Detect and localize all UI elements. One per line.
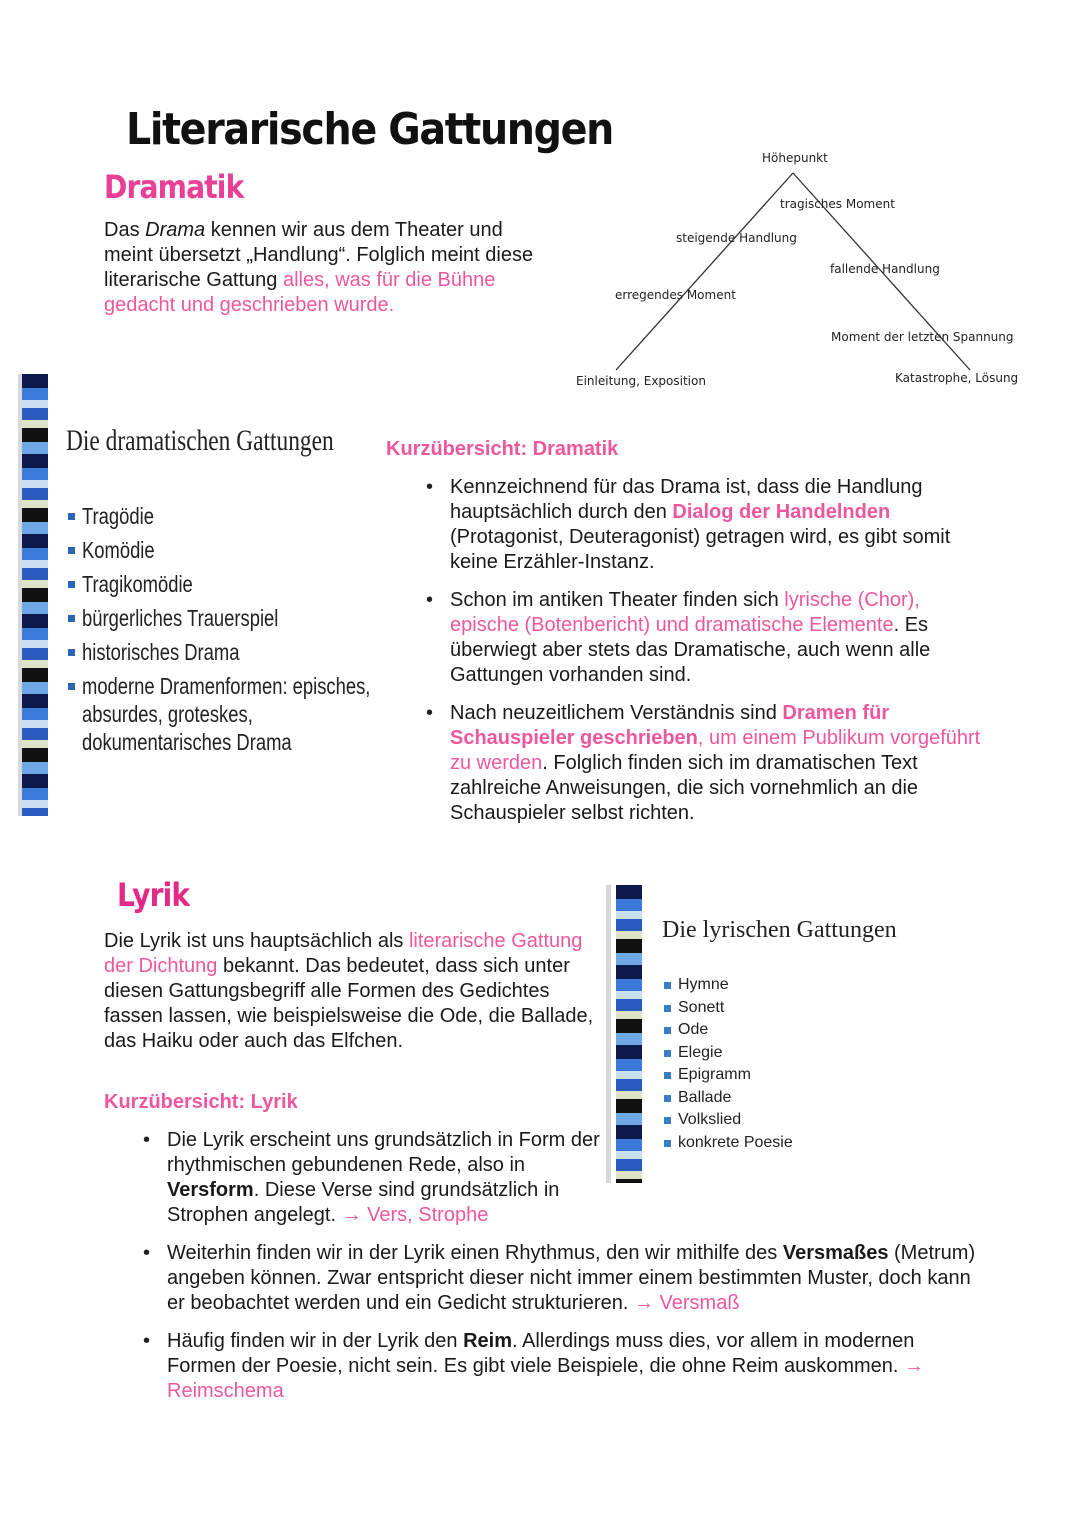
list-item: moderne Dramenformen: episches, absurdes, groteskes, dokumentarisches Drama: [68, 672, 398, 756]
reference-link[interactable]: → Vers, Strophe: [341, 1204, 489, 1226]
list-item: historisches Drama: [68, 638, 398, 666]
bullet-square-icon: [664, 1095, 671, 1102]
lyrik-overview-list-1: [167, 1128, 687, 1241]
list-item: Tragödie: [68, 502, 398, 530]
label-katastrophe: Katastrophe, Lösung: [895, 371, 1019, 385]
lyric-genres-list: [664, 974, 793, 1154]
rising-line: [616, 173, 793, 370]
label-tragisches-moment: tragisches Moment: [780, 197, 895, 211]
label-fallende-handlung: fallende Handlung: [830, 262, 940, 276]
label-erregendes-moment: erregendes Moment: [615, 288, 736, 302]
dramatik-intro: [104, 218, 549, 318]
intro-drama: Drama: [145, 219, 206, 241]
bullet-square-icon: [664, 1117, 671, 1124]
list-item: Elegie: [664, 1042, 793, 1065]
lyrik-overview-heading: Kurzübersicht: Lyrik: [104, 1091, 298, 1113]
lyrik-overview-list-2: [167, 1241, 982, 1417]
dramatic-genres-slide: [18, 374, 388, 816]
slide-title-lyrisch: Die lyrischen Gattungen: [662, 917, 897, 943]
intro-text: kennen wir aus dem Theater und meint übersetzt „Handlung“. Folglich meint diese literarische Gattung: [104, 219, 534, 291]
bullet-square-icon: [664, 1072, 671, 1079]
list-item: • Nach neuzeitlichem Verständnis sind Dramen für Schauspieler geschrieben, um einem Publikum vorgeführt zu werden. Folglich finden sich im dramatischen Text zahlreiche Anweisungen, die sich vornehmlich an die Schauspieler selbst richten.: [450, 701, 985, 826]
slide-title-dramatisch: Die dramatischen Gattungen: [66, 424, 334, 457]
bullet-square-icon: [68, 683, 75, 690]
dramatik-overview-list: [450, 475, 985, 839]
intro-highlight: alles, was für die Bühne gedacht und geschrieben wurde.: [104, 269, 496, 316]
list-item: Sonett: [664, 997, 793, 1020]
bullet-square-icon: [664, 982, 671, 989]
list-item: Tragikomödie: [68, 570, 398, 598]
list-item: Komödie: [68, 536, 398, 564]
label-hoehepunkt: Höhepunkt: [762, 151, 828, 165]
freytag-pyramid-diagram: [560, 140, 1030, 400]
list-item: bürgerliches Trauerspiel: [68, 604, 398, 632]
bullet-square-icon: [68, 615, 75, 622]
label-letzte-spannung: Moment der letzten Spannung: [831, 330, 1014, 344]
bullet-square-icon: [664, 1027, 671, 1034]
list-item: • Schon im antiken Theater finden sich lyrische (Chor), epische (Botenbericht) und dramatische Elemente. Es überwiegt aber stets das Dramatische, auch wenn alle Gattungen vorhanden sind.: [450, 588, 985, 688]
dramatik-heading: Dramatik: [104, 168, 244, 206]
bullet-square-icon: [68, 649, 75, 656]
bullet-square-icon: [68, 513, 75, 520]
list-item: Volkslied: [664, 1109, 793, 1132]
lyrik-heading: Lyrik: [117, 876, 190, 914]
list-item: • Weiterhin finden wir in der Lyrik einen Rhythmus, den wir mithilfe des Versmaßes (Metrum) angeben können. Zwar entspricht dieser nicht immer einem bestimmten Muster, doch kann er beobachtet werden und ein Gedicht strukturieren. → Versmaß: [167, 1241, 982, 1316]
list-item: • Kennzeichnend für das Drama ist, dass die Handlung hauptsächlich durch den Dialog der Handelnden (Protagonist, Deuteragonist) getragen wird, es gibt somit keine Erzähler-Instanz.: [450, 475, 985, 575]
dramatic-genres-list: [68, 502, 398, 762]
list-item: konkrete Poesie: [664, 1132, 793, 1155]
intro-text: Das: [104, 219, 146, 241]
slide-shadow: [18, 374, 22, 816]
label-steigende-handlung: steigende Handlung: [676, 231, 797, 245]
dramatik-overview-heading: Kurzübersicht: Dramatik: [386, 438, 619, 460]
list-item: Epigramm: [664, 1064, 793, 1087]
reference-link[interactable]: → Versmaß: [633, 1292, 740, 1314]
lyrik-intro: Die Lyrik ist uns hauptsächlich als literarische Gattung der Dichtung bekannt. Das bedeutet, dass sich unter diesen Gattungsbegriff alle Formen des Gedichtes fassen lassen, wie beispielsweise die Ode, die Ballade, das Haiku oder auch das Elfchen.: [104, 930, 594, 1052]
bullet-square-icon: [664, 1005, 671, 1012]
label-exposition: Einleitung, Exposition: [576, 374, 706, 388]
decorative-stripe: [22, 374, 48, 816]
bullet-square-icon: [68, 547, 75, 554]
page-title: Literarische Gattungen: [126, 104, 613, 155]
list-item: • Die Lyrik erscheint uns grundsätzlich in Form der rhythmischen gebundenen Rede, also in Versform. Diese Verse sind grundsätzlich in Strophen angelegt. → Vers, Strophe: [167, 1128, 607, 1228]
reference-link[interactable]: → Reimschema: [167, 1355, 925, 1402]
list-item: Ballade: [664, 1087, 793, 1110]
bullet-square-icon: [664, 1050, 671, 1057]
list-item: Hymne: [664, 974, 793, 997]
bullet-square-icon: [68, 581, 75, 588]
list-item: • Häufig finden wir in der Lyrik den Reim. Allerdings muss dies, vor allem in modernen Formen der Poesie, nicht sein. Es gibt viele Beispiele, die ohne Reim auskommen. → Reimschema: [167, 1329, 982, 1404]
list-item: Ode: [664, 1019, 793, 1042]
